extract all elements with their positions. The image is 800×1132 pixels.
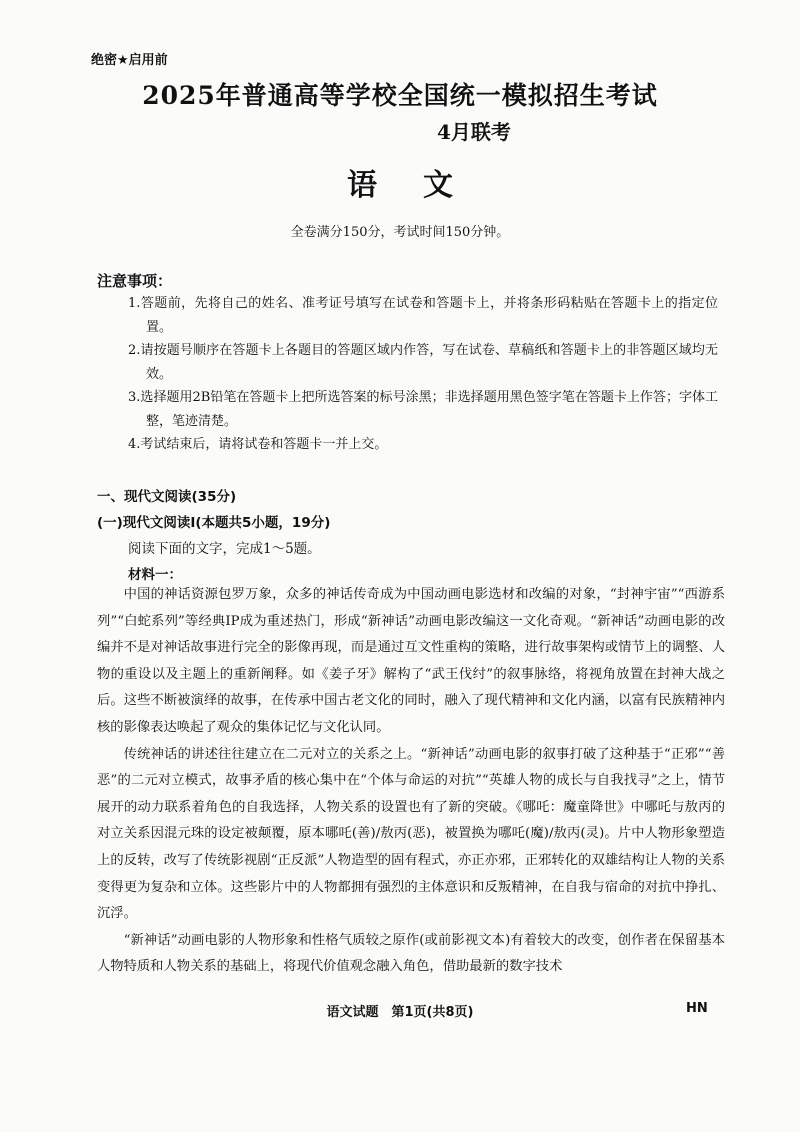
subject-title: 语文 [347, 168, 499, 203]
notes-title: 注意事项： [97, 272, 173, 290]
reading-passage [97, 582, 725, 981]
section-subheading: (一)现代文阅读Ⅰ(本题共5小题，19分) [97, 515, 331, 531]
secret-label: 绝密★启用前 [91, 53, 168, 68]
material-label: 材料一： [128, 567, 182, 583]
section-instruction: 阅读下面的文字，完成1～5题。 [128, 541, 321, 557]
passage-paragraph: “新神话”动画电影的人物形象和性格气质较之原作(或前影视文本)有着较大的改变，创作者在保留基本人物特质和人物关系的基础上，将现代价值观念融入角色，借助最新的数字技术 [97, 932, 725, 975]
passage-paragraph: 中国的神话资源包罗万象，众多的神话传奇成为中国动画电影选材和改编的对象，“封神宇宙”“西游系列”“白蛇系列”等经典IP成为重述热门，形成“新神话”动画电影改编这一文化奇观。“新神话”动画电影的改编并不是对神话故事进行完全的影像再现，而是通过互文性重构的策略，进行故事架构或情节上的调整、人物的重设以及主题上的重新阐释。如《姜子牙》解构了“武王伐纣”的叙事脉络，将视角放置在封神大战之后。这些不断被演绎的故事，在传承中国古老文化的同时，融入了现代精神和文化内涵，以富有民族精神内核的影像表达唤起了观众的集体记忆与文化认同。 [97, 587, 725, 735]
page-footer: 语文试题 第1页(共8页) [326, 1005, 474, 1020]
note-item: 4.考试结束后，请将试卷和答题卡一并上交。 [128, 437, 388, 452]
section-heading: 一、现代文阅读(35分) [97, 489, 237, 505]
notes-list [128, 292, 718, 457]
note-item: 3.选择题用2B铅笔在答题卡上把所选答案的标号涂黑；非选择题用黑色签字笔在答题卡上作答；字体工整，笔迹清楚。 [128, 390, 718, 429]
exam-subtitle: 4月联考 [437, 120, 511, 144]
exam-title: 2025年普通高等学校全国统一模拟招生考试 [142, 81, 658, 110]
score-info: 全卷满分150分，考试时间150分钟。 [290, 225, 510, 240]
note-item: 1.答题前，先将自己的姓名、准考证号填写在试卷和答题卡上，并将条形码粘贴在答题卡上的指定位置。 [128, 296, 718, 335]
note-item: 2.请按题号顺序在答题卡上各题目的答题区域内作答，写在试卷、草稿纸和答题卡上的非答题区域均无效。 [128, 343, 718, 382]
passage-paragraph: 传统神话的讲述往往建立在二元对立的关系之上。“新神话”动画电影的叙事打破了这种基于“正邪”“善恶”的二元对立模式，故事矛盾的核心集中在“个体与命运的对抗”“英雄人物的成长与自我找寻”之上，情节展开的动力联系着角色的自我选择，人物关系的设置也有了新的突破。《哪吒：魔童降世》中哪吒与敖丙的对立关系因混元珠的设定被颠覆，原本哪吒(善)/敖丙(恶)，被置换为哪吒(魔)/敖丙(灵)。片中人物形象塑造上的反转，改写了传统影视剧“正反派”人物造型的固有程式，亦正亦邪，正邪转化的双雄结构让人物的关系变得更为复杂和立体。这些影片中的人物都拥有强烈的主体意识和反叛精神，在自我与宿命的对抗中挣扎、沉浮。 [97, 746, 725, 922]
footer-code: HN [686, 1001, 708, 1016]
